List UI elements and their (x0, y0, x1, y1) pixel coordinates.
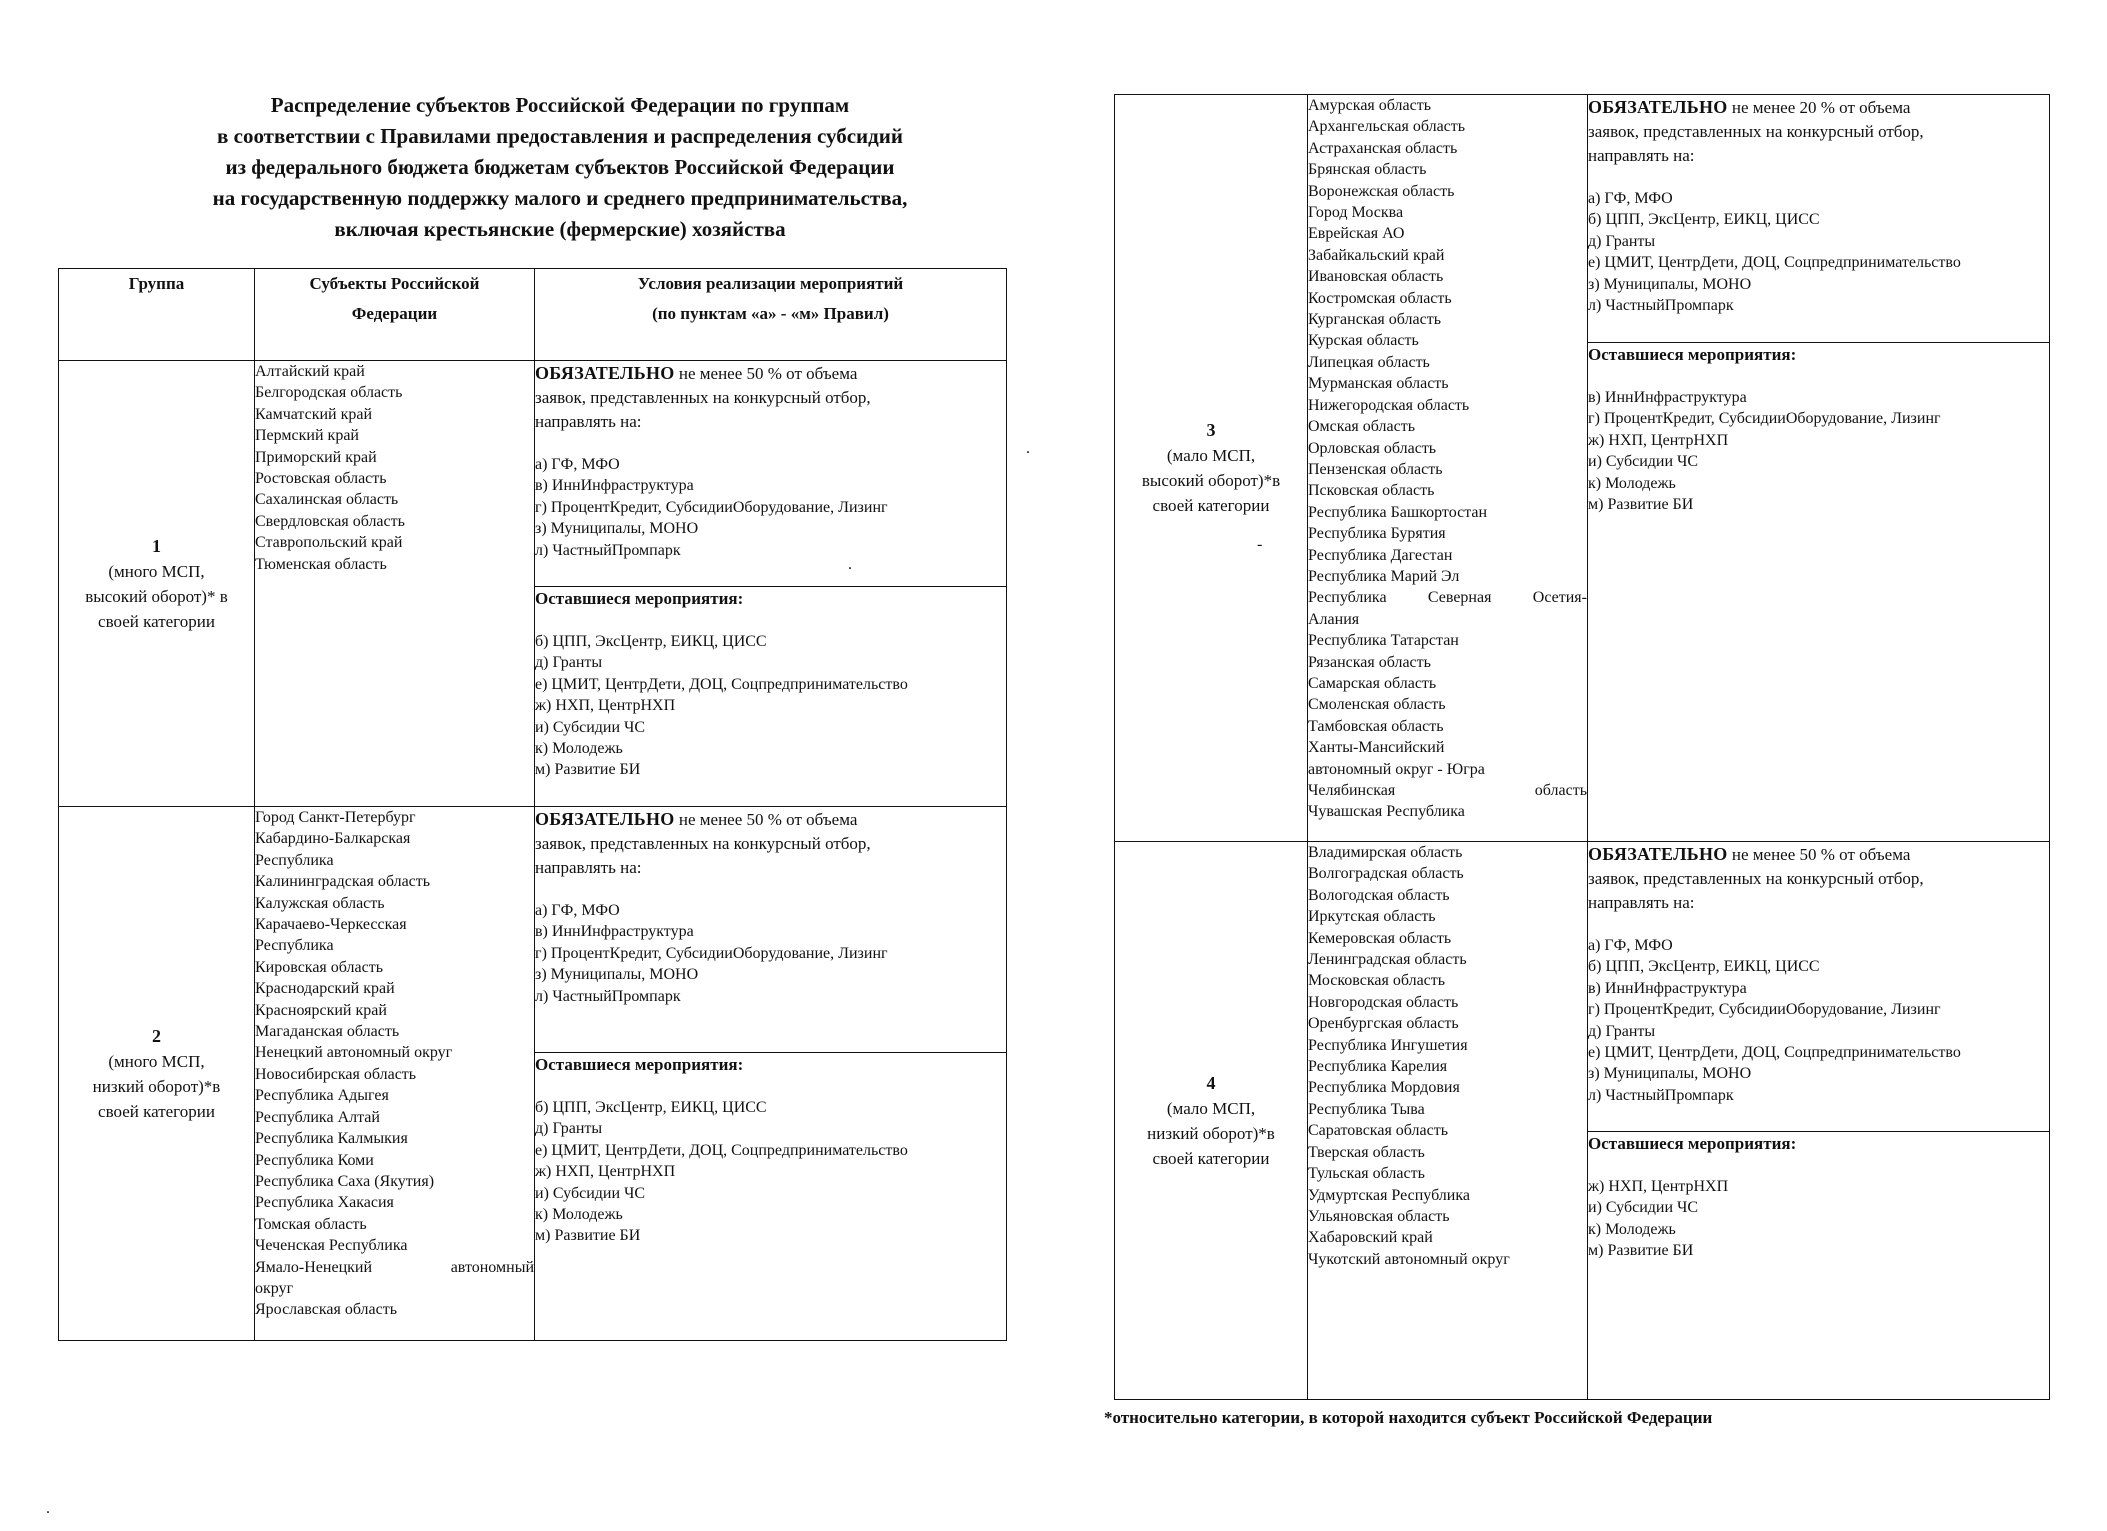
list-item: Кемеровская область (1308, 929, 1452, 947)
header-subjects-line: Федерации (351, 304, 438, 323)
mandatory-heading: ОБЯЗАТЕЛЬНО не менее 50 % от объема (1588, 844, 1911, 864)
group-row-4 (1115, 842, 2050, 1132)
mandatory-heading: ОБЯЗАТЕЛЬНО не менее 50 % от объема (535, 809, 858, 829)
list-item: а) ГФ, МФО (1588, 190, 1673, 207)
list-item: д) Гранты (535, 654, 603, 672)
remaining-list (535, 631, 1006, 781)
list-item: Новосибирская область (255, 1065, 417, 1083)
groups-table-left (58, 268, 1007, 1341)
list-item: л) ЧастныйПромпарк (1588, 1086, 1734, 1104)
subjects-list (255, 1278, 534, 1321)
list-item: Республика Ингушетия (1308, 1036, 1468, 1054)
list-item: а) ГФ, МФО (535, 456, 620, 473)
list-item: и) Субсидии ЧС (1588, 1199, 1699, 1217)
list-item: г) ПроцентКредит, СубсидииОборудование, Лизинг (1588, 1001, 1941, 1019)
group-desc: высокий оборот)*в (1141, 471, 1281, 490)
list-item: Республика Калмыкия (255, 1130, 408, 1148)
subjects-list (1308, 95, 1587, 587)
list-item: д) Гранты (1588, 232, 1656, 250)
list-item: Брянская область (1308, 161, 1427, 179)
list-item: ж) НХП, ЦентрНХП (1588, 1178, 1729, 1195)
list-item: Костромская область (1308, 289, 1452, 307)
subjects-cell (255, 361, 535, 807)
list-item: Еврейская АО (1308, 225, 1405, 243)
list-item: Республика Коми (255, 1151, 374, 1169)
mandatory-heading-line: заявок, представленных на конкурсный отбор, (535, 834, 871, 853)
list-item: Камчатский край (255, 405, 373, 423)
remaining-heading: Оставшиеся мероприятия: (535, 1055, 744, 1074)
list-item: Удмуртская Республика (1308, 1186, 1470, 1204)
group-desc: своей категории (98, 1101, 215, 1121)
list-item: Республика Мордовия (1308, 1079, 1460, 1097)
list-item: округ (255, 1279, 294, 1297)
remaining-list (535, 1097, 1006, 1247)
title-line: включая крестьянские (фермерские) хозяйства (334, 217, 786, 241)
mandatory-cell (535, 361, 1007, 587)
group-number: 3 (1206, 420, 1216, 440)
list-item: б) ЦПП, ЭксЦентр, ЕИКЦ, ЦИСС (535, 1099, 767, 1116)
list-item: ж) НХП, ЦентрНХП (535, 1163, 676, 1181)
subjects-list (255, 807, 534, 1257)
list-item: Ярославская область (255, 1301, 398, 1319)
list-item: б) ЦПП, ЭксЦентр, ЕИКЦ, ЦИСС (1588, 211, 1820, 229)
list-item: Вологодская область (1308, 886, 1450, 904)
list-item: г) ПроцентКредит, СубсидииОборудование, Лизинг (1588, 410, 1941, 428)
list-item: а) ГФ, МФО (535, 902, 620, 919)
list-item: Пермский край (255, 427, 359, 445)
list-item: Республика Тыва (1308, 1100, 1425, 1118)
group-row-2 (59, 807, 1007, 1053)
scan-speck: - (1257, 536, 1263, 553)
table-header-row (59, 269, 1007, 361)
list-item: м) Развитие БИ (535, 1227, 641, 1245)
list-item: е) ЦМИТ, ЦентрДети, ДОЦ, Соцпредпринимательство (1588, 254, 1961, 272)
list-item: в) ИннИнфраструктура (1588, 389, 1747, 406)
list-item: Карачаево-Черкесская (255, 916, 407, 934)
group-row-3 (1115, 95, 2050, 343)
group-desc: своей категории (1152, 1148, 1270, 1168)
list-item: Орловская область (1308, 439, 1437, 457)
remaining-heading: Оставшиеся мероприятия: (1588, 1134, 1797, 1153)
list-item: Чукотский автономный округ (1308, 1250, 1510, 1268)
list-item: к) Молодежь (535, 740, 623, 758)
header-subjects (255, 269, 535, 361)
mandatory-cell (535, 807, 1007, 1053)
list-item: Республика Башкортостан (1308, 503, 1488, 521)
title-line: из федерального бюджета бюджетам субъектов Российской Федерации (225, 155, 895, 179)
list-item: ж) НХП, ЦентрНХП (535, 697, 676, 715)
list-item: Белгородская область (255, 384, 403, 402)
mandatory-cell (1588, 842, 2050, 1132)
group-desc: (много МСП, (108, 1051, 205, 1071)
mandatory-heading-line: заявок, представленных на конкурсный отбор, (535, 388, 871, 407)
list-item: к) Молодежь (1588, 1220, 1676, 1238)
group-desc: (мало МСП, (1166, 1098, 1256, 1118)
mandatory-heading: ОБЯЗАТЕЛЬНО не менее 50 % от объема (535, 363, 858, 383)
header-conditions-line: (по пунктам «а» - «м» Правил) (652, 304, 889, 323)
document-title (140, 90, 980, 245)
remaining-heading: Оставшиеся мероприятия: (535, 589, 744, 608)
list-item: в) ИннИнфраструктура (535, 477, 694, 495)
group-number: 4 (1206, 1072, 1216, 1093)
group-desc: низкий оборот)*в (92, 1076, 221, 1096)
mandatory-heading-line: заявок, представленных на конкурсный отбор, (1588, 122, 1924, 141)
list-item: Астраханская область (1308, 139, 1458, 157)
remaining-cell (1588, 1132, 2050, 1400)
list-item: Приморский край (255, 448, 377, 466)
mandatory-heading-line: направлять на: (535, 858, 642, 877)
list-item: м) Развитие БИ (1588, 496, 1694, 514)
list-item: Республика Алтай (255, 1108, 380, 1126)
header-conditions-line: Условия реализации мероприятий (637, 274, 904, 293)
mandatory-heading-line: заявок, представленных на конкурсный отбор, (1588, 869, 1924, 888)
group-number: 2 (152, 1025, 161, 1046)
mandatory-list (535, 454, 1006, 561)
group-row-1 (59, 361, 1007, 587)
title-line: Распределение субъектов Российской Федерации по группам (270, 93, 850, 117)
list-item: б) ЦПП, ЭксЦентр, ЕИКЦ, ЦИСС (1588, 958, 1820, 976)
list-item: Тульская область (1308, 1165, 1425, 1183)
list-item: Рязанская область (1308, 653, 1431, 671)
subjects-list (1308, 609, 1587, 780)
remaining-heading: Оставшиеся мероприятия: (1588, 345, 1797, 364)
list-item: е) ЦМИТ, ЦентрДети, ДОЦ, Соцпредпринимательство (1588, 1044, 1961, 1062)
list-item: г) ПроцентКредит, СубсидииОборудование, Лизинг (535, 944, 888, 962)
group-desc: высокий оборот)* в (85, 586, 228, 606)
list-item: Калининградская область (255, 873, 431, 891)
list-item: Забайкальский край (1308, 246, 1445, 264)
remaining-cell (1588, 343, 2050, 842)
mandatory-list (1588, 188, 2049, 316)
header-conditions (535, 269, 1007, 361)
list-item: Липецкая область (1308, 353, 1430, 371)
scan-speck: . (848, 556, 852, 573)
subjects-cell (1308, 95, 1588, 842)
remaining-cell (535, 1053, 1007, 1341)
list-item: д) Гранты (1588, 1022, 1656, 1040)
remaining-cell (535, 587, 1007, 807)
list-item: Оренбургская область (1308, 1015, 1459, 1033)
list-item: Омская область (1308, 418, 1415, 436)
list-item: Хабаровский край (1308, 1229, 1433, 1247)
subject-item: Челябинская область (1308, 782, 1587, 799)
mandatory-list (535, 900, 1006, 1007)
list-item: Республика Татарстан (1308, 632, 1459, 650)
footnote: *относительно категории, в которой находится субъект Российской Федерации (1104, 1408, 1713, 1427)
list-item: л) ЧастныйПромпарк (1588, 297, 1734, 315)
list-item: Калужская область (255, 894, 385, 912)
list-item: Курганская область (1308, 311, 1442, 329)
list-item: Курская область (1308, 332, 1419, 350)
list-item: Тверская область (1308, 1143, 1425, 1161)
mandatory-list (1588, 935, 2049, 1106)
group-desc: своей категории (1152, 496, 1270, 515)
list-item: е) ЦМИТ, ЦентрДети, ДОЦ, Соцпредпринимательство (535, 675, 908, 693)
list-item: Ненецкий автономный округ (255, 1044, 453, 1062)
list-item: Республика Хакасия (255, 1194, 394, 1212)
list-item: Республика Карелия (1308, 1058, 1448, 1076)
list-item: Алтайский край (255, 363, 365, 380)
list-item: з) Муниципалы, МОНО (535, 966, 699, 984)
list-item: Республика Марий Эл (1308, 567, 1460, 585)
list-item: Владимирская область (1308, 844, 1463, 861)
mandatory-heading-line: направлять на: (1588, 146, 1695, 165)
list-item: Кировская область (255, 958, 384, 976)
group-cell (1115, 842, 1308, 1400)
list-item: в) ИннИнфраструктура (535, 923, 694, 941)
list-item: з) Муниципалы, МОНО (535, 520, 699, 538)
list-item: м) Развитие БИ (535, 761, 641, 779)
group-desc: (мало МСП, (1166, 446, 1256, 465)
list-item: Ульяновская область (1308, 1207, 1450, 1225)
list-item: Пензенская область (1308, 460, 1443, 478)
list-item: Ставропольский край (255, 534, 403, 552)
remaining-list (1588, 387, 2049, 515)
list-item: Алания (1308, 610, 1360, 628)
list-item: и) Субсидии ЧС (1588, 453, 1699, 471)
list-item: Волгоградская область (1308, 865, 1464, 883)
list-item: Воронежская область (1308, 182, 1455, 200)
groups-table-right (1114, 94, 2050, 1400)
header-subjects-line: Субъекты Российской (309, 274, 480, 293)
group-number: 1 (152, 535, 161, 556)
group-desc: низкий оборот)*в (1147, 1123, 1275, 1143)
title-line: в соответствии с Правилами предоставления и распределения субсидий (217, 124, 903, 148)
list-item: з) Муниципалы, МОНО (1588, 1065, 1752, 1083)
list-item: Республика (255, 851, 334, 869)
list-item: Иркутская область (1308, 908, 1436, 926)
list-item: Сахалинская область (255, 491, 399, 509)
list-item: Республика Адыгея (255, 1087, 389, 1105)
list-item: Кабардино-Балкарская (255, 830, 411, 848)
list-item: Амурская область (1308, 97, 1431, 114)
list-item: Республика Дагестан (1308, 546, 1453, 564)
list-item: Свердловская область (255, 512, 405, 530)
subjects-cell (255, 807, 535, 1341)
list-item: и) Субсидии ЧС (535, 718, 646, 736)
list-item: Смоленская область (1308, 696, 1446, 714)
subjects-cell (1308, 842, 1588, 1400)
list-item: к) Молодежь (535, 1206, 623, 1224)
list-item: к) Молодежь (1588, 474, 1676, 492)
mandatory-heading-line: направлять на: (1588, 893, 1695, 912)
scan-speck: . (46, 1500, 50, 1517)
list-item: Город Санкт-Петербург (255, 809, 416, 826)
list-item: Красноярский край (255, 1001, 387, 1019)
group-desc: своей категории (98, 611, 215, 631)
mandatory-heading-line: направлять на: (535, 412, 642, 431)
group-cell (59, 361, 255, 807)
list-item: Тамбовская область (1308, 717, 1444, 735)
list-item: з) Муниципалы, МОНО (1588, 275, 1752, 293)
list-item: в) ИннИнфраструктура (1588, 979, 1747, 997)
list-item: Томская область (255, 1215, 367, 1233)
group-cell (1115, 95, 1308, 842)
list-item: Нижегородская область (1308, 396, 1470, 414)
list-item: л) ЧастныйПромпарк (535, 987, 681, 1005)
subject-item: Ямало-Ненецкий автономный (255, 1258, 534, 1276)
list-item: Самарская область (1308, 674, 1437, 692)
list-item: и) Субсидии ЧС (535, 1184, 646, 1202)
mandatory-heading: ОБЯЗАТЕЛЬНО не менее 20 % от объема (1588, 97, 1911, 117)
header-group: Группа (59, 269, 255, 361)
list-item: л) ЧастныйПромпарк (535, 541, 681, 559)
list-item: Ленинградская область (1308, 951, 1467, 969)
list-item: Чеченская Республика (255, 1237, 408, 1255)
list-item: г) ПроцентКредит, СубсидииОборудование, Лизинг (535, 498, 888, 516)
list-item: Мурманская область (1308, 375, 1449, 393)
subjects-list (1308, 801, 1587, 822)
list-item: автономный округ - Югра (1308, 760, 1485, 778)
list-item: Ростовская область (255, 470, 387, 488)
list-item: Республика (255, 937, 334, 955)
list-item: д) Гранты (535, 1120, 603, 1138)
mandatory-cell (1588, 95, 2050, 343)
list-item: Республика Бурятия (1308, 525, 1446, 543)
list-item: Тюменская область (255, 555, 387, 573)
list-item: Ханты-Мансийский (1308, 739, 1445, 757)
scan-speck: . (1026, 440, 1030, 457)
list-item: Саратовская область (1308, 1122, 1449, 1140)
list-item: м) Развитие БИ (1588, 1242, 1694, 1260)
list-item: ж) НХП, ЦентрНХП (1588, 431, 1729, 449)
remaining-list (1588, 1176, 2049, 1262)
list-item: е) ЦМИТ, ЦентрДети, ДОЦ, Соцпредпринимательство (535, 1141, 908, 1159)
list-item: Республика Саха (Якутия) (255, 1172, 435, 1190)
list-item: Магаданская область (255, 1023, 400, 1041)
list-item: а) ГФ, МФО (1588, 937, 1673, 954)
list-item: Ивановская область (1308, 268, 1444, 286)
list-item: Чувашская Республика (1308, 803, 1465, 821)
list-item: Город Москва (1308, 204, 1404, 222)
subject-item: Республика Северная Осетия- (1308, 589, 1587, 607)
list-item: Новгородская область (1308, 993, 1459, 1011)
list-item: б) ЦПП, ЭксЦентр, ЕИКЦ, ЦИСС (535, 633, 767, 650)
group-desc: (много МСП, (108, 561, 205, 581)
list-item: Московская область (1308, 972, 1446, 990)
list-item: Краснодарский край (255, 980, 395, 998)
title-line: на государственную поддержку малого и среднего предпринимательства, (212, 186, 908, 210)
list-item: Архангельская область (1308, 118, 1466, 136)
group-cell (59, 807, 255, 1341)
list-item: Псковская область (1308, 482, 1435, 500)
